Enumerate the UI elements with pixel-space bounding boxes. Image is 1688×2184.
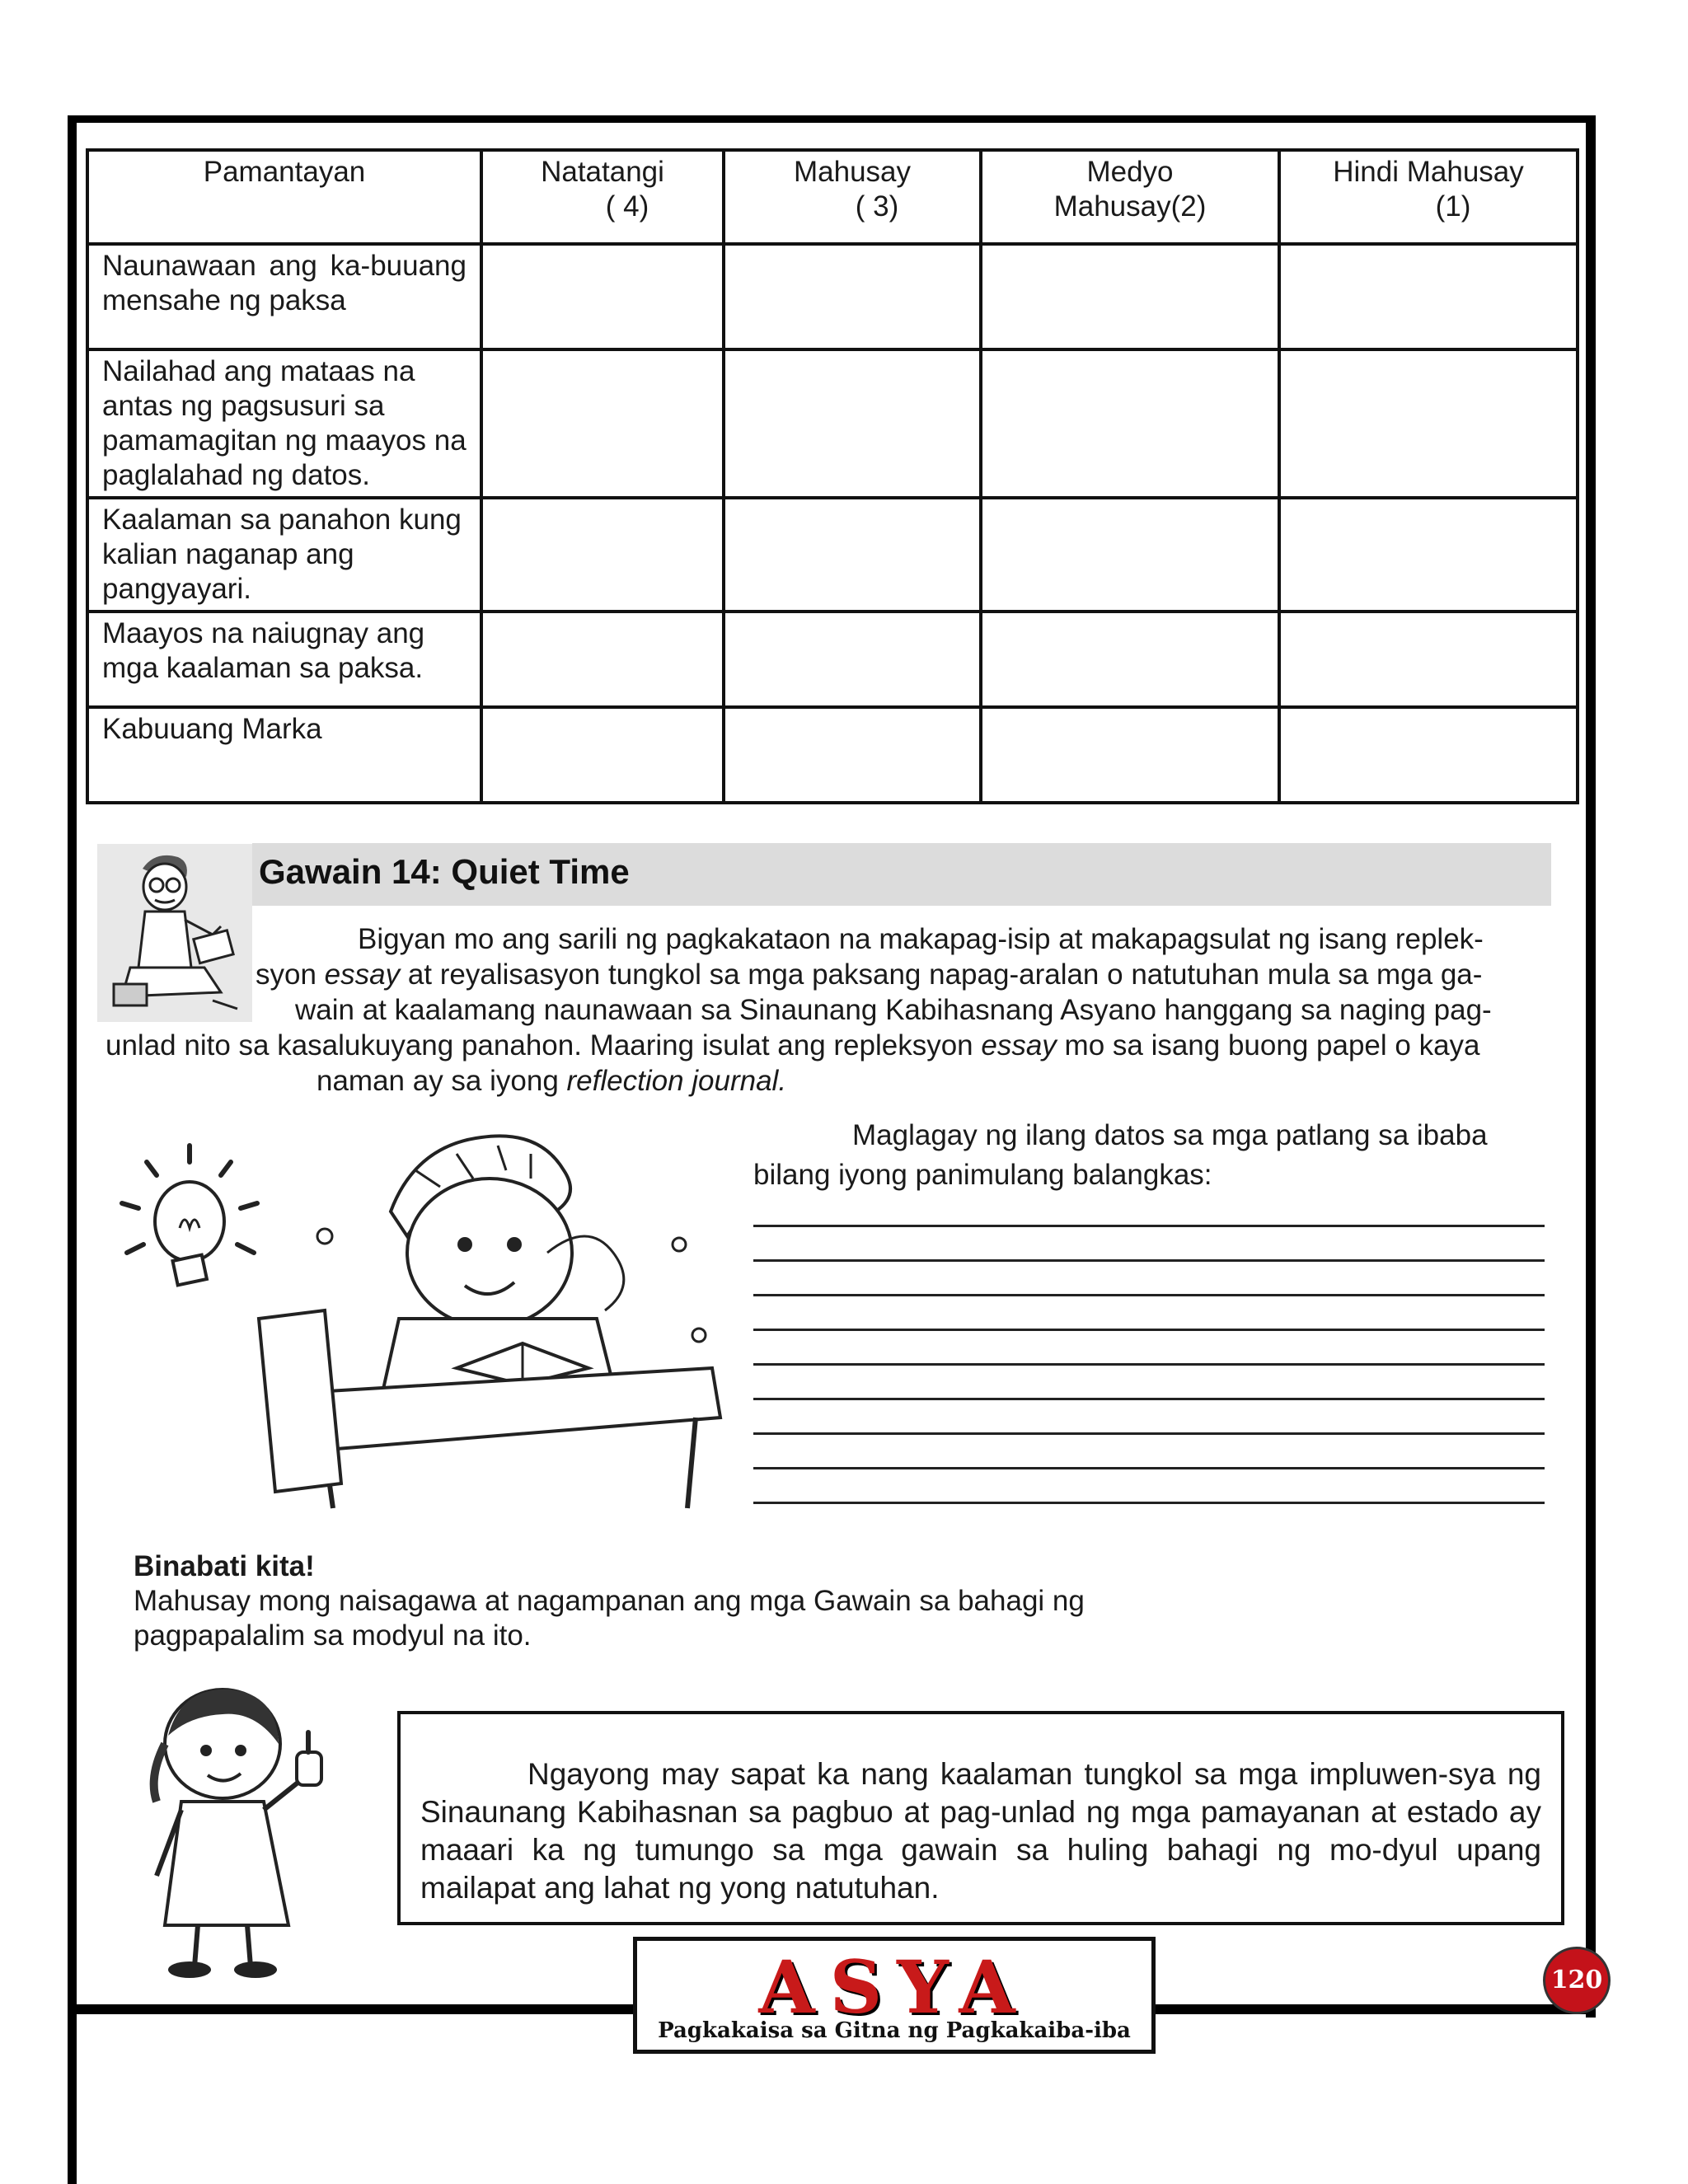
score-cell[interactable] — [981, 349, 1279, 498]
page-frame-right — [1586, 115, 1596, 2018]
header-medyo-label: Medyo — [1086, 156, 1174, 188]
instruction-line — [106, 957, 1556, 992]
score-cell[interactable] — [1279, 244, 1578, 349]
answer-line[interactable] — [753, 1225, 1545, 1227]
next-section-note-box — [397, 1711, 1564, 1925]
score-cell[interactable] — [481, 498, 724, 612]
page-number-badge: 120 — [1543, 1947, 1611, 2014]
header-hindi-label: Hindi Mahusay — [1333, 156, 1524, 188]
instruction-text: syon — [256, 958, 325, 991]
score-cell[interactable] — [981, 707, 1279, 803]
instruction-italic: reflection journal. — [566, 1065, 787, 1097]
score-cell[interactable] — [724, 707, 981, 803]
score-cell[interactable] — [481, 707, 724, 803]
instruction-line — [106, 921, 1556, 957]
instruction-text: wain at kaalamang naunawaan sa Sinaunang Kabihasnang Asyano hanggang sa naging pag- — [295, 994, 1492, 1026]
thinking-boy-illustration — [251, 1121, 745, 1516]
outline-prompt — [753, 1116, 1545, 1195]
instruction-text: at reyalisasyon tungkol sa mga paksang napag-aralan o natutuhan mula sa mga ga- — [400, 958, 1483, 991]
rubric-row — [87, 612, 1578, 707]
rubric-header-row — [87, 150, 1578, 244]
criterion-cell: Kaalaman sa panahon kung kalian naganap ang pangyayari. — [87, 498, 481, 612]
score-cell[interactable] — [981, 612, 1279, 707]
next-section-note — [420, 1755, 1541, 1907]
score-cell[interactable] — [981, 244, 1279, 349]
score-cell[interactable] — [1279, 498, 1578, 612]
header-mahusay-score: ( 3) — [855, 190, 899, 223]
header-natatangi-score: ( 4) — [605, 190, 649, 223]
page-frame-top — [68, 115, 1596, 123]
instruction-italic: essay — [324, 958, 401, 991]
score-cell[interactable] — [724, 612, 981, 707]
score-cell[interactable] — [481, 244, 724, 349]
gawain14-title: Gawain 14: Quiet Time — [259, 852, 630, 891]
instruction-line — [106, 992, 1556, 1028]
criterion-cell: Nailahad ang mataas na antas ng pagsusuri sa pamamagitan ng maayos na paglalahad ng datos. — [87, 349, 481, 498]
instruction-text: naman ay sa iyong — [316, 1065, 567, 1097]
score-cell[interactable] — [724, 349, 981, 498]
congratulations-block — [134, 1549, 1085, 1653]
header-hindi-score: (1) — [1435, 190, 1471, 223]
rubric-row — [87, 498, 1578, 612]
score-cell[interactable] — [1279, 349, 1578, 498]
congratulations-line: Mahusay mong naisagawa at nagampanan ang mga Gawain sa bahagi ng — [134, 1585, 1085, 1617]
page-frame-left — [68, 115, 77, 2184]
answer-line[interactable] — [753, 1467, 1545, 1469]
criterion-cell: Maayos na naiugnay ang mga kaalaman sa paksa. — [87, 612, 481, 707]
instruction-line — [106, 1063, 1556, 1099]
header-hindi-mahusay — [1279, 150, 1578, 244]
total-label-cell: Kabuuang Marka — [87, 707, 481, 803]
header-mahusay-label: Mahusay — [793, 156, 912, 188]
score-cell[interactable] — [724, 244, 981, 349]
header-mahusay — [724, 150, 981, 244]
logo-word: ASYA — [758, 1944, 1030, 2030]
score-cell[interactable] — [1279, 612, 1578, 707]
header-natatangi-label: Natatangi — [541, 156, 664, 188]
criterion-cell: Naunawaan ang ka-buuang mensahe ng paksa — [87, 244, 481, 349]
answer-line[interactable] — [753, 1432, 1545, 1435]
score-cell[interactable] — [481, 349, 724, 498]
congratulations-line: pagpapalalim sa modyul na ito. — [134, 1619, 532, 1652]
answer-line[interactable] — [753, 1329, 1545, 1331]
prompt-line: Maglagay ng ilang datos sa mga patlang sa ibaba — [852, 1119, 1488, 1151]
score-cell[interactable] — [1279, 707, 1578, 803]
instruction-italic: essay — [981, 1029, 1057, 1062]
prompt-line: bilang iyong panimulang balangkas: — [753, 1159, 1212, 1191]
answer-line[interactable] — [753, 1363, 1545, 1366]
instruction-text: Bigyan mo ang sarili ng pagkakataon na makapag-isip at makapagsulat ng isang replek- — [358, 923, 1484, 955]
answer-line[interactable] — [753, 1294, 1545, 1296]
instruction-line — [106, 1028, 1556, 1063]
header-medyo-mahusay — [981, 150, 1279, 244]
rubric-table — [86, 148, 1579, 804]
asya-logo — [633, 1937, 1156, 2054]
header-criteria: Pamantayan — [87, 150, 481, 244]
lightbulb-icon — [114, 1129, 262, 1310]
girl-thumbs-up-illustration — [132, 1678, 363, 1983]
instruction-text: unlad nito sa kasalukuyang panahon. Maaring isulat ang repleksyon — [106, 1029, 982, 1062]
score-cell[interactable] — [481, 612, 724, 707]
logo-tagline: Pagkakaisa sa Gitna ng Pagkakaiba-iba — [658, 2018, 1131, 2043]
rubric-total-row — [87, 707, 1578, 803]
header-medyo-score: Mahusay(2) — [1053, 190, 1207, 223]
congratulations-heading: Binabati kita! — [134, 1550, 315, 1582]
gawain14-instructions — [106, 921, 1556, 1099]
score-cell[interactable] — [981, 498, 1279, 612]
instruction-text: mo sa isang buong papel o kaya — [1056, 1029, 1480, 1062]
answer-line[interactable] — [753, 1398, 1545, 1400]
note-text: Ngayong may sapat ka nang kaalaman tungkol sa mga impluwen-sya ng Sinaunang Kabihasnan sa pagbuo at pag-unlad ng mga pamayanan at estado ay maaari ka ng tumungo sa mga gawain sa huling bahagi ng mo-dyul upang mailapat ang lahat ng yong natutuhan. — [420, 1757, 1541, 1905]
answer-line[interactable] — [753, 1259, 1545, 1262]
answer-line[interactable] — [753, 1502, 1545, 1504]
score-cell[interactable] — [724, 498, 981, 612]
rubric-row — [87, 349, 1578, 498]
header-natatangi — [481, 150, 724, 244]
rubric-row — [87, 244, 1578, 349]
